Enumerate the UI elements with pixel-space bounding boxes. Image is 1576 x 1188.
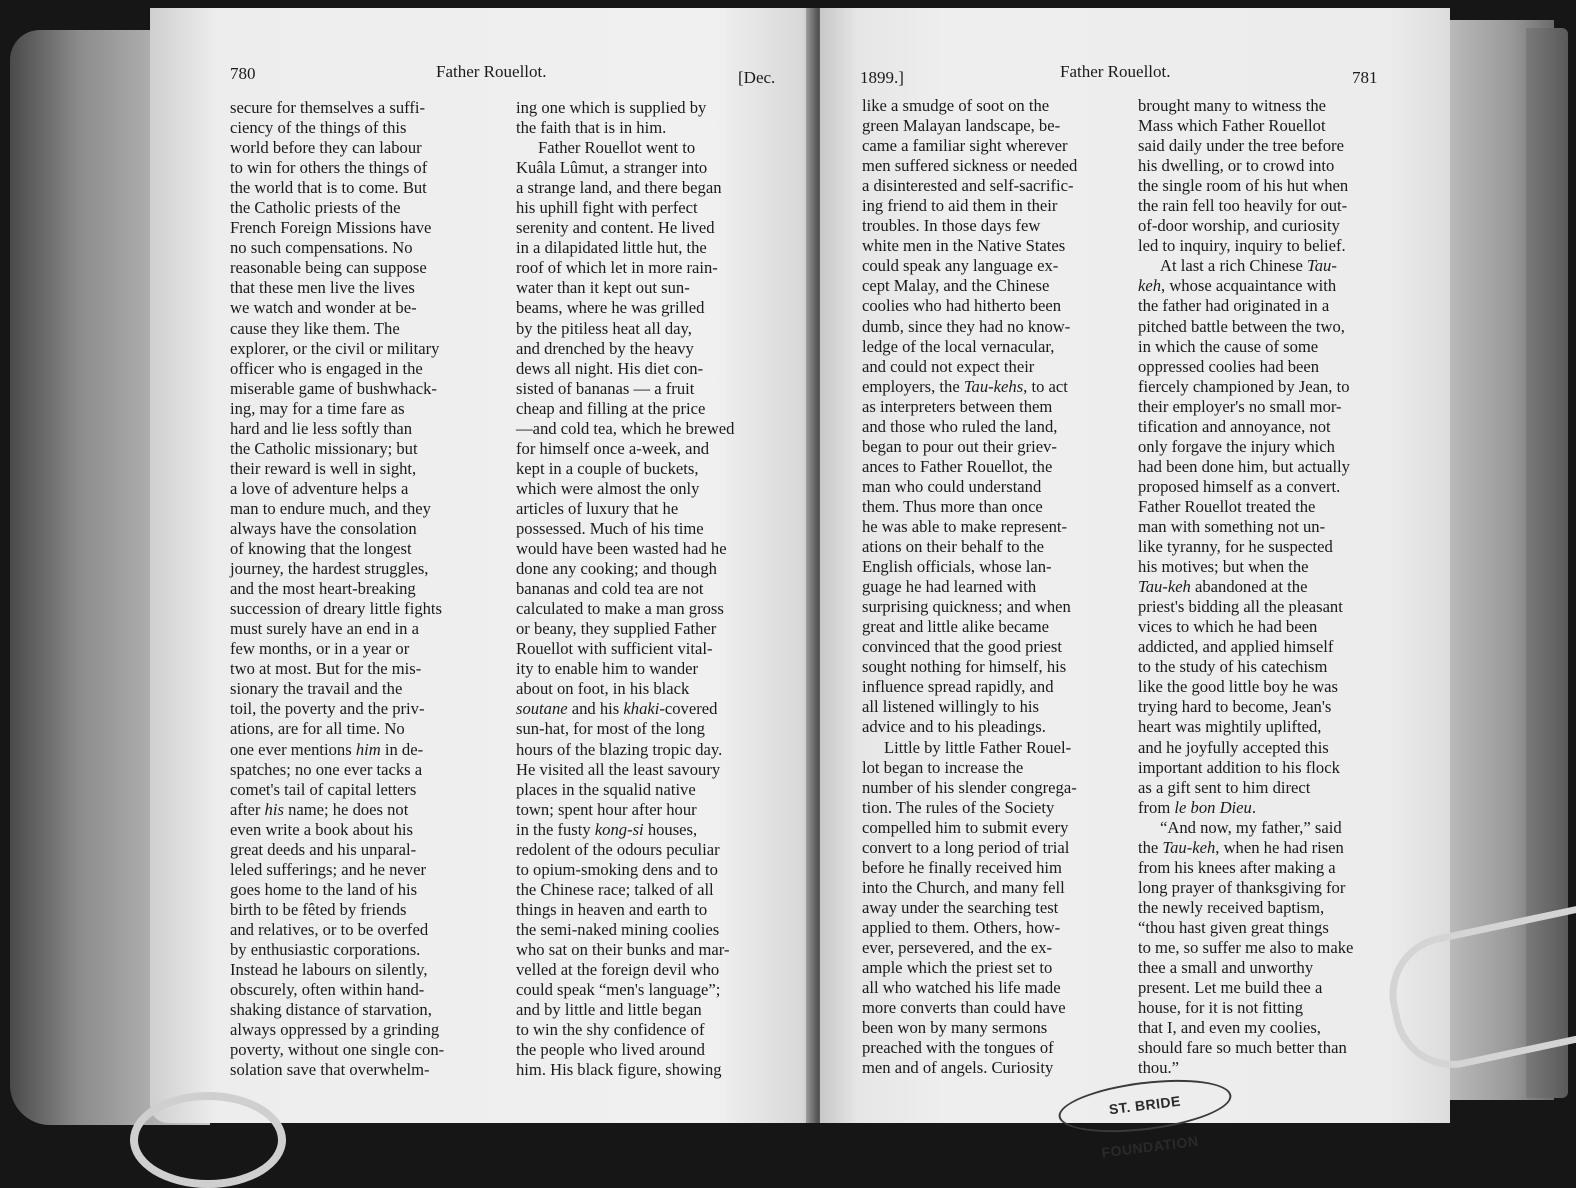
- text-line: kept in a couple of buckets,: [516, 458, 699, 478]
- text-line: cause they like them. The: [230, 318, 400, 338]
- text-line: ing one which is supplied by: [516, 98, 707, 117]
- text-line: that I, and even my coolies,: [1138, 1018, 1321, 1038]
- text-line: guage he had learned with: [862, 577, 1037, 597]
- text-line: He visited all the least savoury: [516, 759, 721, 779]
- text-line: all listened willingly to his: [862, 697, 1039, 717]
- text-line: journey, the hardest struggles,: [230, 559, 429, 579]
- text-line: into the Church, and many fell: [862, 877, 1065, 897]
- text-line: by the pitiless heat all day,: [516, 318, 692, 338]
- text-line: could speak any language ex-: [862, 256, 1059, 276]
- text-line: in a dilapidated little hut, the: [516, 238, 707, 258]
- text-line: sought nothing for himself, his: [862, 657, 1067, 677]
- text-line: been won by many sermons: [862, 1018, 1048, 1038]
- text-line: after his name; he does not: [230, 799, 409, 819]
- text-line: vices to which he had been: [1138, 617, 1318, 637]
- text-line: to opium-smoking dens and to: [516, 859, 718, 879]
- text-line: goes home to the land of his: [230, 879, 418, 899]
- right-column-1: [862, 96, 1122, 1078]
- text-line: to win for others the things of: [230, 158, 428, 178]
- text-line: all who watched his life made: [862, 978, 1061, 998]
- text-line: even write a book about his: [230, 819, 413, 839]
- text-line: a love of adventure helps a: [230, 478, 409, 498]
- text-line: soutane and his khaki-covered: [516, 699, 718, 719]
- text-line: ciency of the things of this: [230, 118, 407, 138]
- text-line: the world that is to come. But: [230, 178, 427, 198]
- text-line: number of his slender congrega-: [862, 777, 1077, 797]
- text-line: preached with the tongues of: [862, 1038, 1054, 1058]
- text-line: and by little and little began: [516, 1000, 702, 1020]
- text-line: the Catholic missionary; but: [230, 438, 418, 458]
- text-line: convert to a long period of trial: [862, 837, 1070, 857]
- text-line: man with something not un-: [1138, 516, 1326, 536]
- text-line: men suffered sickness or needed: [862, 156, 1078, 176]
- text-line: things in heaven and earth to: [516, 899, 708, 919]
- page-number-right: 781: [1352, 68, 1378, 87]
- text-line: toil, the poverty and the priv-: [230, 699, 425, 719]
- date-mark-left: [Dec.: [738, 68, 776, 87]
- text-line: to me, so suffer me also to make: [1138, 937, 1354, 957]
- text-line: shaking distance of starvation,: [230, 1000, 432, 1020]
- text-line: the rain fell too heavily for out-: [1138, 196, 1348, 216]
- text-line: should fare so much better than: [1138, 1038, 1347, 1058]
- text-line: could speak “men's language”;: [516, 980, 721, 1000]
- text-line: officer who is engaged in the: [230, 358, 423, 378]
- text-line: sionary the travail and the: [230, 679, 403, 699]
- left-column-2: [516, 98, 778, 1080]
- text-line: sun-hat, for most of the long: [516, 719, 705, 739]
- text-line: for himself once a-week, and: [516, 438, 710, 458]
- text-line: them. Thus more than once: [862, 496, 1043, 516]
- text-line: thee a small and unworthy: [1138, 958, 1314, 978]
- text-line: like a smudge of soot on the: [862, 96, 1050, 115]
- text-line: ations, are for all time. No: [230, 719, 405, 739]
- text-line: a strange land, and there began: [516, 178, 722, 198]
- text-line: bananas and cold tea are not: [516, 579, 704, 599]
- running-title-left: Father Rouellot.: [436, 62, 547, 81]
- text-line: ing friend to aid them in their: [862, 196, 1058, 216]
- text-line: Rouellot with sufficient vital-: [516, 639, 713, 659]
- text-line: more converts than could have: [862, 998, 1066, 1018]
- running-title-right: Father Rouellot.: [1060, 62, 1171, 81]
- text-line: obscurely, often within hand-: [230, 980, 425, 1000]
- text-line: ever, persevered, and the ex-: [862, 937, 1053, 957]
- text-line: ledge of the local vernacular,: [862, 336, 1055, 356]
- text-line: always have the consolation: [230, 518, 417, 538]
- text-line: in the fusty kong-si houses,: [516, 819, 698, 839]
- text-line: serenity and content. He lived: [516, 218, 715, 238]
- text-line: to the study of his catechism: [1138, 657, 1328, 677]
- text-line: reasonable being can suppose: [230, 258, 427, 278]
- text-line: pitched battle between the two,: [1138, 316, 1345, 336]
- text-line: and the most heart-breaking: [230, 579, 416, 599]
- text-line: the Chinese race; talked of all: [516, 879, 714, 899]
- text-line: his dwelling, or to crowd into: [1138, 156, 1335, 176]
- text-line: possessed. Much of his time: [516, 518, 704, 538]
- text-line: influence spread rapidly, and: [862, 677, 1054, 697]
- text-line: of-door worship, and curiosity: [1138, 216, 1340, 236]
- text-line: “thou hast given great things: [1138, 917, 1329, 937]
- text-line: French Foreign Missions have: [230, 218, 432, 238]
- text-line: his uphill fight with perfect: [516, 198, 698, 218]
- text-line: or beany, they supplied Father: [516, 619, 717, 639]
- text-line: ity to enable him to wander: [516, 659, 699, 679]
- text-line: fiercely championed by Jean, to: [1138, 376, 1350, 396]
- text-line: we watch and wonder at be-: [230, 298, 417, 318]
- text-line: long prayer of thanksgiving for: [1138, 877, 1346, 897]
- text-line: said daily under the tree before: [1138, 136, 1344, 156]
- text-line: hours of the blazing tropic day.: [516, 739, 723, 759]
- text-line: as a gift sent to him direct: [1138, 777, 1311, 797]
- text-line: succession of dreary little fights: [230, 599, 442, 619]
- text-line: redolent of the odours peculiar: [516, 839, 720, 859]
- text-line: about on foot, in his black: [516, 679, 690, 699]
- text-line: great deeds and his unparal-: [230, 839, 417, 859]
- text-line: Instead he labours on silently,: [230, 960, 428, 980]
- text-line: calculated to make a man gross: [516, 599, 724, 619]
- text-line: employers, the Tau-kehs, to act: [862, 376, 1068, 396]
- text-line: birth to be fêted by friends: [230, 899, 407, 919]
- text-line: places in the squalid native: [516, 779, 696, 799]
- text-line: ances to Father Rouellot, the: [862, 456, 1053, 476]
- text-line: addicted, and applied himself: [1138, 637, 1334, 657]
- text-line: comet's tail of capital letters: [230, 779, 417, 799]
- text-line: roof of which let in more rain-: [516, 258, 718, 278]
- text-line: secure for themselves a suffi-: [230, 98, 426, 117]
- left-column-1: [230, 98, 502, 1080]
- text-line: white men in the Native States: [862, 236, 1066, 256]
- text-line: began to pour out their griev-: [862, 436, 1057, 456]
- text-line: dumb, since they had no know-: [862, 316, 1071, 336]
- text-line: and relatives, or to be overfed: [230, 919, 429, 939]
- text-line: few months, or in a year or: [230, 639, 410, 659]
- text-line: coolies who had hitherto been: [862, 296, 1062, 316]
- right-page: [820, 8, 1450, 1123]
- text-line: as interpreters between them: [862, 396, 1053, 416]
- text-line: poverty, without one single con-: [230, 1040, 445, 1060]
- text-line: the semi-naked mining coolies: [516, 919, 720, 939]
- left-page: [150, 8, 815, 1123]
- text-line: cheap and filling at the price: [516, 398, 706, 418]
- text-line: a disinterested and self-sacrific-: [862, 176, 1074, 196]
- text-line: always oppressed by a grinding: [230, 1020, 440, 1040]
- date-mark-right: 1899.]: [860, 68, 904, 87]
- text-line: must surely have an end in a: [230, 619, 419, 639]
- text-line: —and cold tea, which he brewed: [516, 418, 735, 438]
- text-line: like the good little boy he was: [1138, 677, 1339, 697]
- text-line: brought many to witness the: [1138, 96, 1327, 115]
- text-line: the faith that is in him.: [516, 118, 667, 138]
- text-line: and drenched by the heavy: [516, 338, 694, 358]
- text-line: applied to them. Others, how-: [862, 917, 1061, 937]
- text-line: and he joyfully accepted this: [1138, 737, 1329, 757]
- text-line: ing, may for a time fare as: [230, 398, 405, 418]
- right-column-2: [1138, 96, 1382, 1078]
- text-line: cept Malay, and the Chinese: [862, 276, 1050, 296]
- text-line: world before they can labour: [230, 138, 422, 158]
- text-line: town; spent hour after hour: [516, 799, 697, 819]
- text-line: articles of luxury that he: [516, 498, 679, 518]
- text-line: the Tau-keh, when he had risen: [1138, 837, 1344, 857]
- book-clip-ring: [130, 1092, 286, 1188]
- text-line: dews all night. His diet con-: [516, 358, 704, 378]
- text-line: important addition to his flock: [1138, 757, 1340, 777]
- text-line: the father had originated in a: [1138, 296, 1330, 316]
- text-line: in which the cause of some: [1138, 336, 1319, 356]
- text-line: away under the searching test: [862, 897, 1059, 917]
- text-line: from le bon Dieu.: [1138, 797, 1256, 817]
- text-line: came a familiar sight wherever: [862, 136, 1068, 156]
- text-line: tion. The rules of the Society: [862, 797, 1055, 817]
- text-line: of knowing that the longest: [230, 539, 412, 559]
- text-line: man who could understand: [862, 476, 1042, 496]
- text-line: spatches; no one ever tacks a: [230, 759, 423, 779]
- text-line: solation save that overwhelm-: [230, 1060, 430, 1080]
- text-line: miserable game of bushwhack-: [230, 378, 437, 398]
- text-line: hard and lie less softly than: [230, 418, 413, 438]
- text-line: their reward is well in sight,: [230, 458, 417, 478]
- text-line: two at most. But for the mis-: [230, 659, 422, 679]
- text-line: Father Rouellot treated the: [1138, 496, 1316, 516]
- text-line: present. Let me build thee a: [1138, 978, 1323, 998]
- text-line: proposed himself as a convert.: [1138, 476, 1341, 496]
- text-line: English officials, whose lan-: [862, 557, 1052, 577]
- text-line: no such compensations. No: [230, 238, 413, 258]
- text-line: led to inquiry, inquiry to belief.: [1138, 236, 1346, 256]
- text-line: velled at the foreign devil who: [516, 960, 720, 980]
- library-stamp: ST. BRIDE FOUNDATION: [1056, 1072, 1235, 1141]
- text-line: who sat on their bunks and mar-: [516, 939, 730, 959]
- text-line: At last a rich Chinese Tau-: [1160, 256, 1337, 276]
- page-number-left: 780: [230, 64, 256, 83]
- text-line: green Malayan landscape, be-: [862, 116, 1061, 136]
- text-line: sisted of bananas — a fruit: [516, 378, 695, 398]
- text-line: convinced that the good priest: [862, 637, 1062, 657]
- text-line: heart was mightily uplifted,: [1138, 717, 1322, 737]
- text-line: Father Rouellot went to: [538, 138, 696, 158]
- text-line: Mass which Father Rouellot: [1138, 116, 1326, 136]
- text-line: the newly received baptism,: [1138, 897, 1325, 917]
- text-line: men and of angels. Curiosity: [862, 1058, 1054, 1078]
- text-line: tification and annoyance, not: [1138, 416, 1331, 436]
- text-line: compelled him to submit every: [862, 817, 1069, 837]
- text-line: leled sufferings; and he never: [230, 859, 426, 879]
- text-line: his motives; but when the: [1138, 557, 1309, 577]
- text-line: priest's bidding all the pleasant: [1138, 597, 1343, 617]
- text-line: advice and to his pleadings.: [862, 717, 1046, 737]
- text-line: surprising quickness; and when: [862, 597, 1071, 617]
- text-line: the people who lived around: [516, 1040, 705, 1060]
- text-line: water than it kept out sun-: [516, 278, 690, 298]
- text-line: had been done him, but actually: [1138, 456, 1350, 476]
- text-line: one ever mentions him in de-: [230, 739, 424, 759]
- text-line: house, for it is not fitting: [1138, 998, 1304, 1018]
- text-line: lot began to increase the: [862, 757, 1024, 777]
- text-line: “And now, my father,” said: [1160, 817, 1342, 837]
- text-line: which were almost the only: [516, 478, 700, 498]
- text-line: only forgave the injury which: [1138, 436, 1335, 456]
- text-line: keh, whose acquaintance with: [1138, 276, 1337, 296]
- text-line: beams, where he was grilled: [516, 298, 705, 318]
- text-line: Tau-keh abandoned at the: [1138, 577, 1308, 597]
- text-line: great and little alike became: [862, 617, 1050, 637]
- text-line: troubles. In those days few: [862, 216, 1041, 236]
- text-line: oppressed coolies had been: [1138, 356, 1320, 376]
- text-line: that these men live the lives: [230, 278, 415, 298]
- text-line: trying hard to become, Jean's: [1138, 697, 1332, 717]
- text-line: from his knees after making a: [1138, 857, 1336, 877]
- text-line: and those who ruled the land,: [862, 416, 1058, 436]
- text-line: the single room of his hut when: [1138, 176, 1349, 196]
- text-line: done any cooking; and though: [516, 559, 717, 579]
- text-line: before he finally received him: [862, 857, 1062, 877]
- text-line: ations on their behalf to the: [862, 537, 1045, 557]
- text-line: him. His black figure, showing: [516, 1060, 722, 1080]
- text-line: like tyranny, for he suspected: [1138, 537, 1333, 557]
- text-line: explorer, or the civil or military: [230, 338, 440, 358]
- text-line: their employer's no small mor-: [1138, 396, 1342, 416]
- text-line: man to endure much, and they: [230, 498, 431, 518]
- text-line: he was able to make represent-: [862, 516, 1068, 536]
- text-line: and could not expect their: [862, 356, 1035, 376]
- text-line: Kuâla Lûmut, a stranger into: [516, 158, 708, 178]
- text-line: by enthusiastic corporations.: [230, 939, 421, 959]
- text-line: the Catholic priests of the: [230, 198, 401, 218]
- text-line: ample which the priest set to: [862, 958, 1053, 978]
- text-line: would have been wasted had he: [516, 539, 727, 559]
- text-line: Little by little Father Rouel-: [884, 737, 1072, 757]
- text-line: thou.”: [1138, 1058, 1180, 1078]
- text-line: to win the shy confidence of: [516, 1020, 705, 1040]
